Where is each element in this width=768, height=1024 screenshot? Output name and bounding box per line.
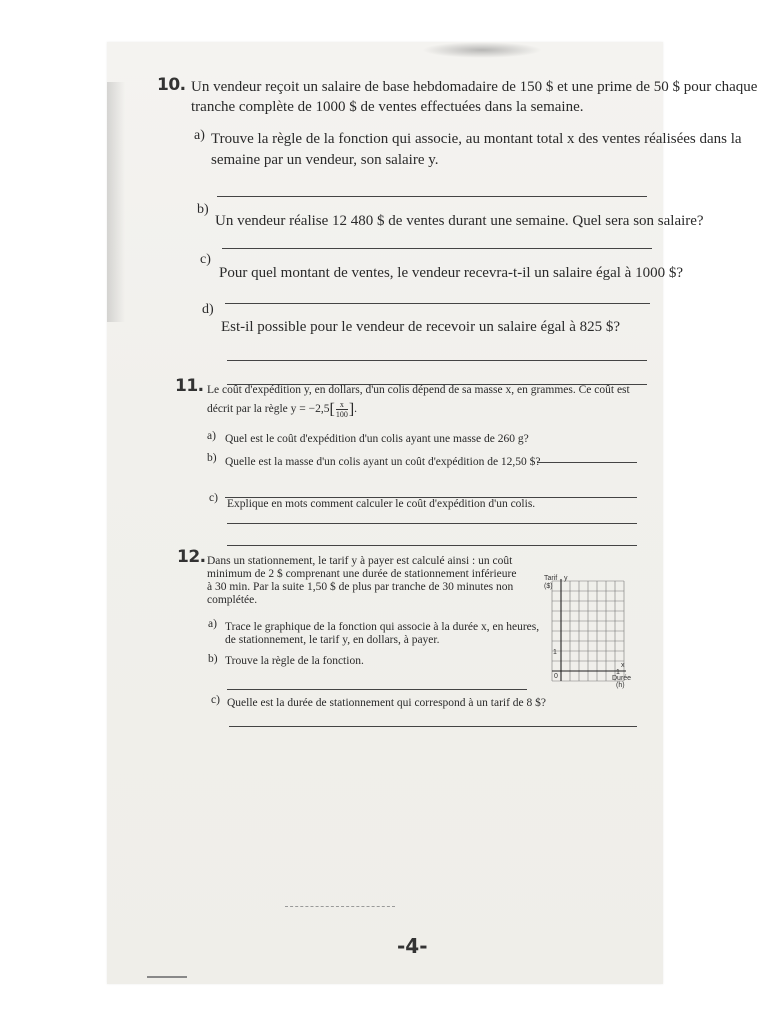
floor-bracket-left: [ [329, 401, 335, 418]
answer-line [229, 726, 637, 727]
question-12-intro-line-3: à 30 min. Par la suite 1,50 $ de plus par tranche de 30 minutes non [207, 581, 514, 593]
question-12-intro-line-1: Dans un stationnement, le tarif y à payer est calculé ainsi : un coût [207, 555, 513, 567]
graph-y-tick: 1 [553, 649, 557, 656]
graph-origin: 0 [554, 673, 558, 680]
question-12c-text: Quelle est la durée de stationnement qui correspond à un tarif de 8 $? [227, 697, 547, 709]
answer-line [227, 523, 637, 524]
question-10a-line-2: semaine par un vendeur, son salaire y. [211, 152, 439, 168]
question-10d-text: Est-il possible pour le vendeur de recevoir un salaire égal à 825 $? [221, 319, 621, 335]
floor-bracket-right: ] [348, 401, 355, 418]
graph-grid [544, 575, 632, 689]
question-12b-text: Trouve la règle de la fonction. [225, 655, 364, 667]
question-10c-text: Pour quel montant de ventes, le vendeur recevra-t-il un salaire égal à 1000 $? [219, 265, 683, 281]
scan-mark [147, 976, 187, 978]
graph-x-label-2: (h) [616, 682, 625, 689]
graph-x-label-1: Durée [612, 675, 632, 682]
scan-shadow [107, 82, 125, 322]
question-11-number: 11. [175, 376, 204, 396]
question-10-intro-line-1: Un vendeur reçoit un salaire de base hebdomadaire de 150 $ et une prime de 50 $ pour chaque [191, 79, 758, 95]
question-11a-text: Quel est le coût d'expédition d'un colis ayant une masse de 260 g? [225, 433, 529, 445]
fraction [336, 400, 348, 419]
answer-line [227, 360, 647, 361]
worksheet-page [107, 42, 758, 984]
question-11b-label: b) [207, 452, 217, 464]
question-11-rule-end: . [354, 403, 358, 416]
scan-smudge [422, 42, 542, 58]
question-12b-label: b) [208, 653, 218, 665]
question-12-intro-line-2: minimum de 2 $ comprenant une durée de stationnement inférieure [207, 568, 517, 580]
graph-x-axis: x [621, 662, 625, 669]
question-12a-line-2: de stationnement, le tarif y, en dollars, à payer. [225, 634, 440, 646]
footer-divider [285, 906, 395, 908]
page-number: -4- [397, 934, 428, 958]
graph-x-tick: 1 [616, 669, 620, 676]
answer-line [225, 303, 650, 304]
question-10b-label: b) [197, 202, 209, 217]
question-10d-label: d) [202, 302, 214, 317]
question-10a-label: a) [194, 128, 205, 143]
graph-y-label-2: ($) [544, 583, 553, 590]
question-11-rule-text: décrit par la règle y = −2,5 [207, 403, 330, 416]
fraction-denominator: 100 [335, 410, 348, 419]
question-12a-label: a) [208, 618, 217, 630]
question-10-intro-line-2: tranche complète de 1000 $ de ventes effectuées dans la semaine. [191, 99, 584, 115]
question-11-intro-line-1: Le coût d'expédition y, en dollars, d'un colis dépend de sa masse x, en grammes. Ce coût est [207, 384, 630, 396]
graph-y-axis: y [564, 575, 568, 582]
question-10b-text: Un vendeur réalise 12 480 $ de ventes durant une semaine. Quel sera son salaire? [215, 213, 704, 229]
question-11c-text: Explique en mots comment calculer le coût d'expédition d'un colis. [227, 498, 536, 510]
question-12a-line-1: Trace le graphique de la fonction qui associe à la durée x, en heures, [225, 621, 540, 633]
answer-line [222, 248, 652, 249]
question-11a-label: a) [207, 430, 216, 442]
question-12-number: 12. [177, 547, 206, 567]
question-12-intro-line-4: complétée. [207, 594, 258, 606]
answer-line [227, 689, 527, 690]
question-12c-label: c) [211, 694, 220, 706]
question-11b-text: Quelle est la masse d'un colis ayant un coût d'expédition de 12,50 $? [225, 456, 541, 468]
question-10-number: 10. [157, 75, 186, 95]
question-10a-line-1: Trouve la règle de la fonction qui associe, au montant total x des ventes réalisées dans la [211, 131, 742, 147]
answer-line [217, 196, 647, 197]
question-11-rule [207, 400, 357, 419]
question-11c-label: c) [209, 492, 218, 504]
answer-line [537, 462, 637, 463]
fraction-numerator: x [336, 400, 348, 410]
answer-line [227, 545, 637, 546]
question-10c-label: c) [200, 252, 211, 267]
graph-y-label-1: Tarif [544, 575, 558, 582]
